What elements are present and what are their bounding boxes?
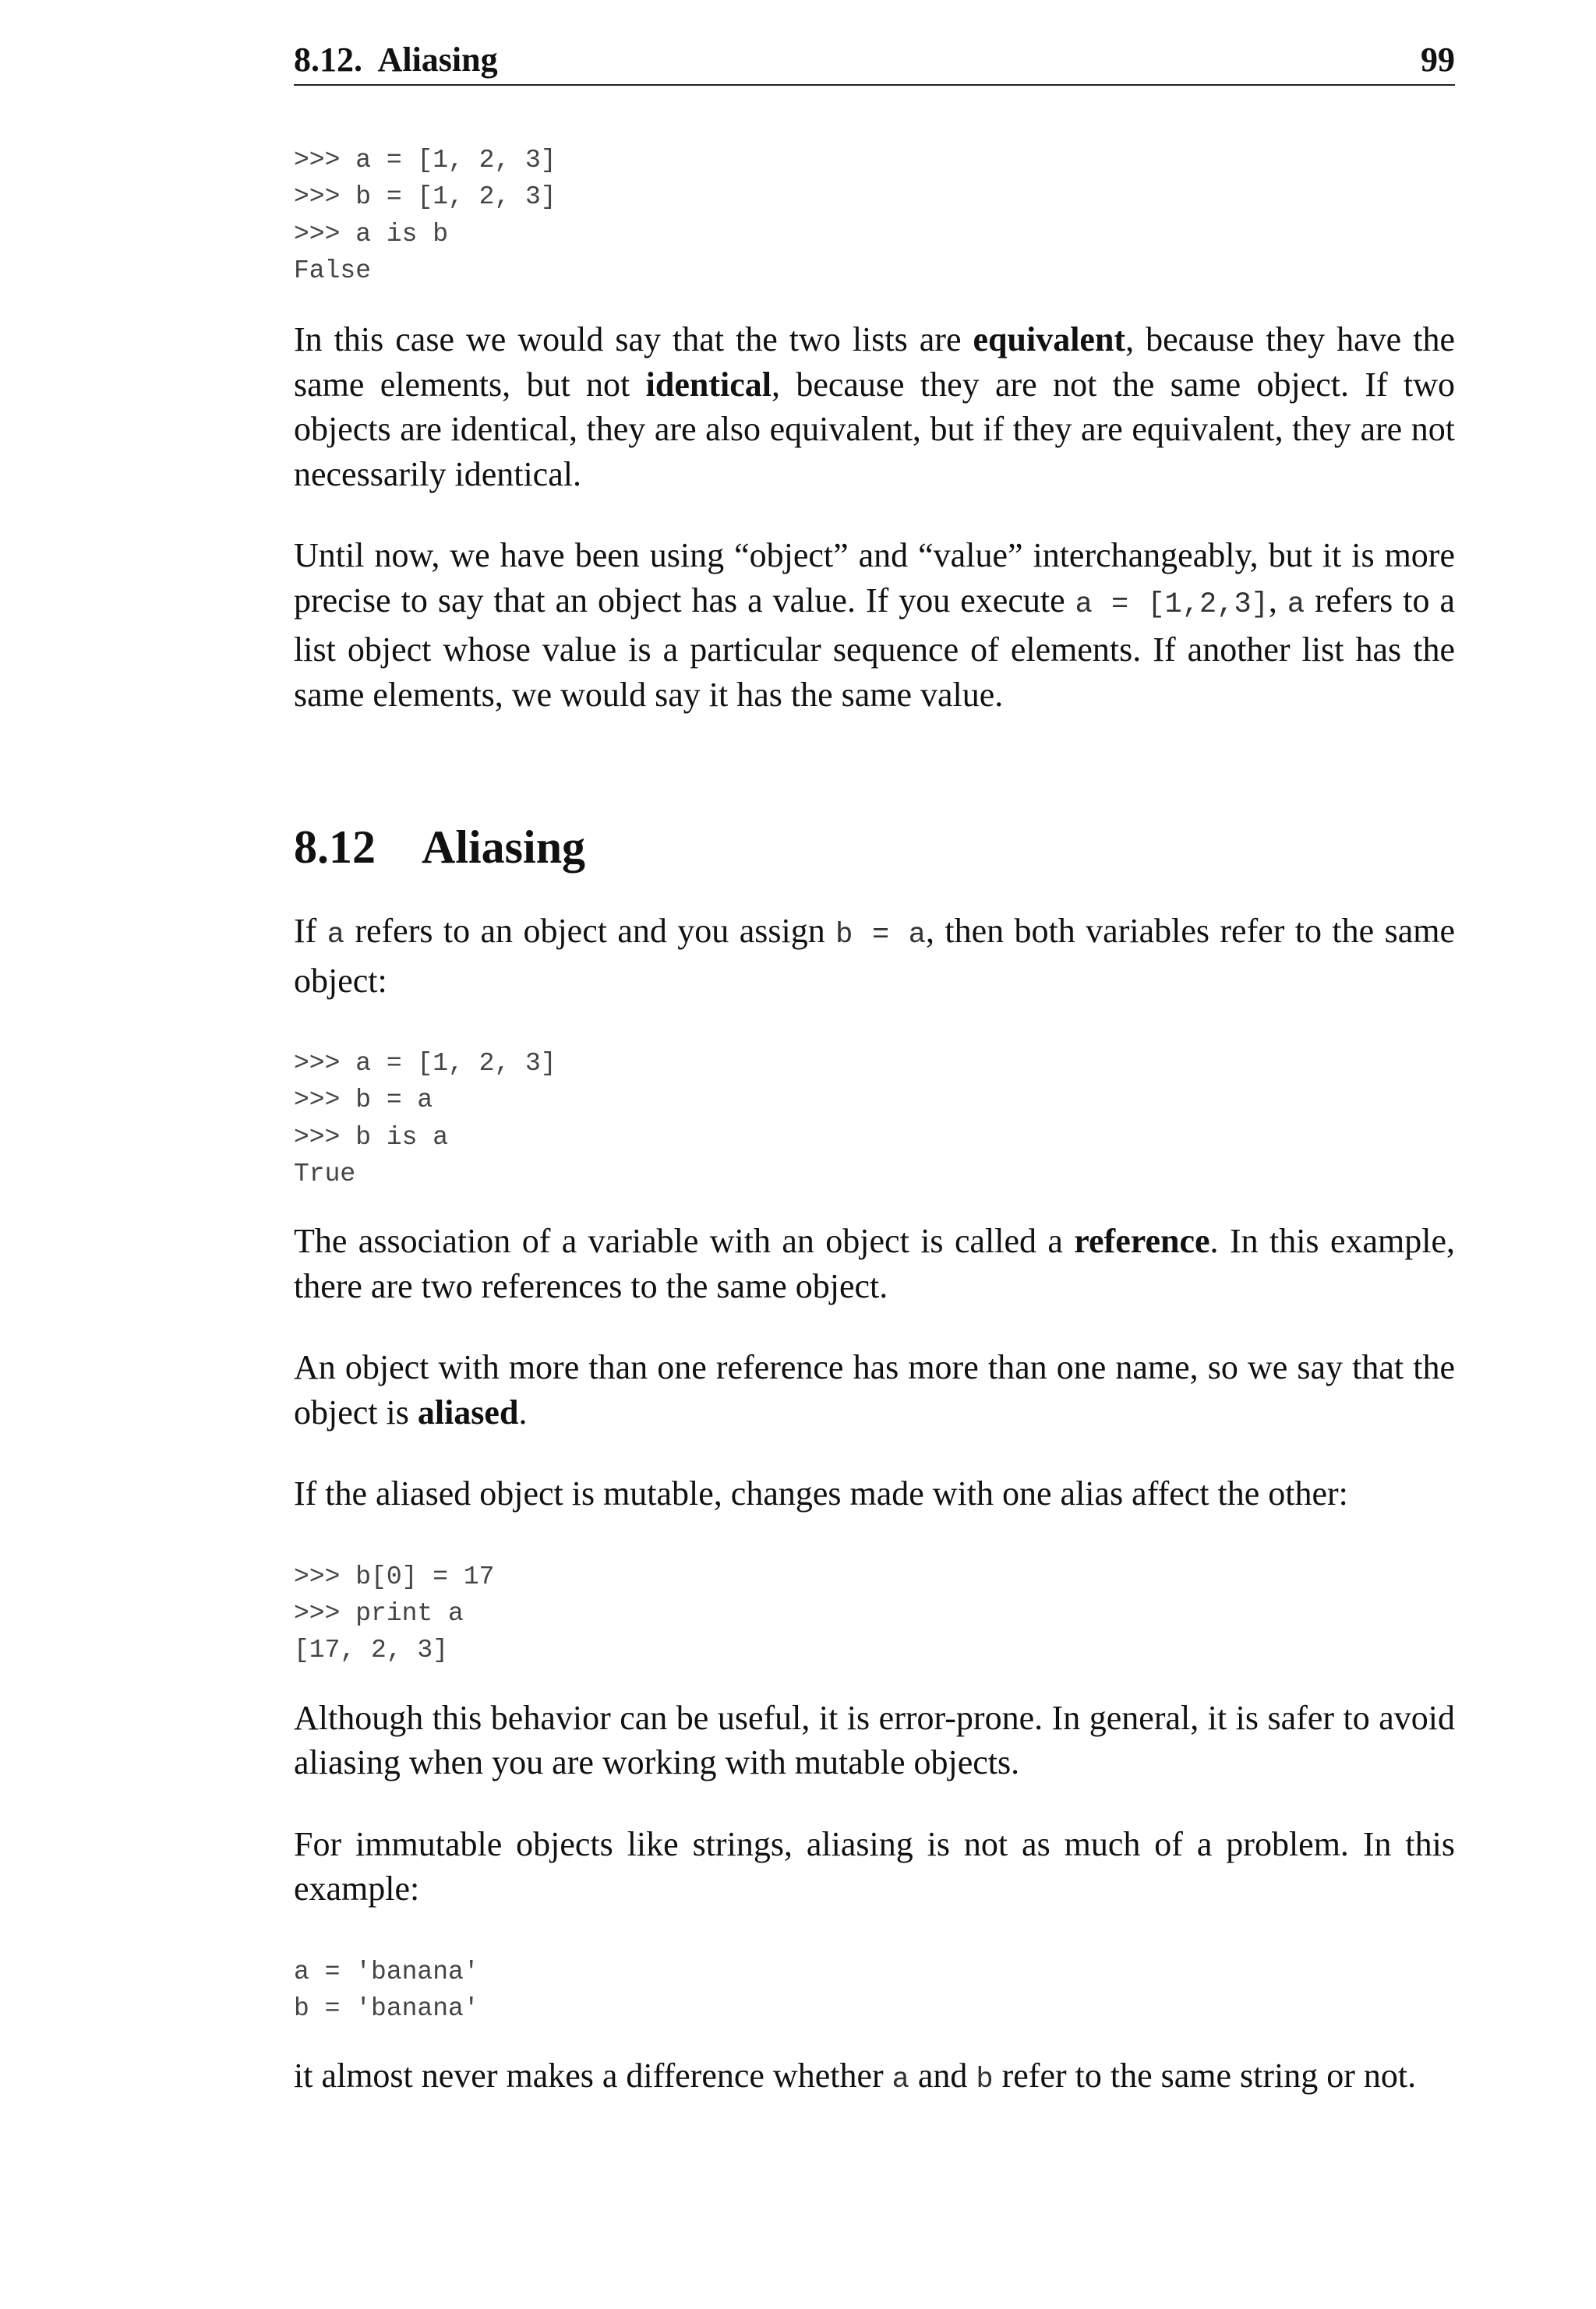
code-block-alias: >>> a = [1, 2, 3] >>> b = a >>> b is a True xyxy=(294,1049,556,1189)
running-header xyxy=(294,41,1455,86)
paragraph-error-prone: Although this behavior can be useful, it is error-prone. In general, it is safer to avoid aliasing when you are working with mutable objects. xyxy=(294,1698,1455,1782)
paragraph-equivalent-identical: In this case we would say that the two lists are equivalent, because they have the same elements, but not identical, because they are not the same object. If two objects are identical, they are also equivalent, but if they are equivalent, they are not necessarily identical. xyxy=(294,320,1455,493)
paragraph-assign-alias: If a refers to an object and you assign b = a, then both variables refer to the same object: xyxy=(294,912,1455,1000)
paragraph-aliased: An object with more than one reference has more than one name, so we say that the object is aliased. xyxy=(294,1348,1455,1432)
header-page-number: 99 xyxy=(1421,41,1455,79)
header-section-title: 8.12. Aliasing xyxy=(294,41,498,79)
paragraph-mutable-alias: If the aliased object is mutable, changes made with one alias affect the other: xyxy=(294,1474,1348,1513)
code-block-mutation: >>> b[0] = 17 >>> print a [17, 2, 3] xyxy=(294,1562,495,1665)
code-block-identity-check: >>> a = [1, 2, 3] >>> b = [1, 2, 3] >>> a is b False xyxy=(294,146,556,285)
paragraph-reference: The association of a variable with an object is called a reference. In this example, there are two references to the same object. xyxy=(294,1222,1455,1305)
section-number: 8.12 xyxy=(294,821,376,874)
section-title: Aliasing xyxy=(422,821,586,874)
code-block-strings: a = 'banana' b = 'banana' xyxy=(294,1957,479,2024)
paragraph-object-value: Until now, we have been using “object” and “value” interchangeably, but it is more precise to say that an object has a value. If you execute a = [1,2,3], a refers to a list object whose value is a particular sequence of elements. If another list has the same elements, we would say it has the same value. xyxy=(294,536,1456,714)
paragraph-immutable: For immutable objects like strings, aliasing is not as much of a problem. In this example: xyxy=(294,1824,1455,1908)
section-heading xyxy=(294,820,1455,874)
paragraph-strings-difference: it almost never makes a difference whether a and b refer to the same string or not. xyxy=(294,2057,1417,2097)
book-page xyxy=(294,41,1455,2103)
